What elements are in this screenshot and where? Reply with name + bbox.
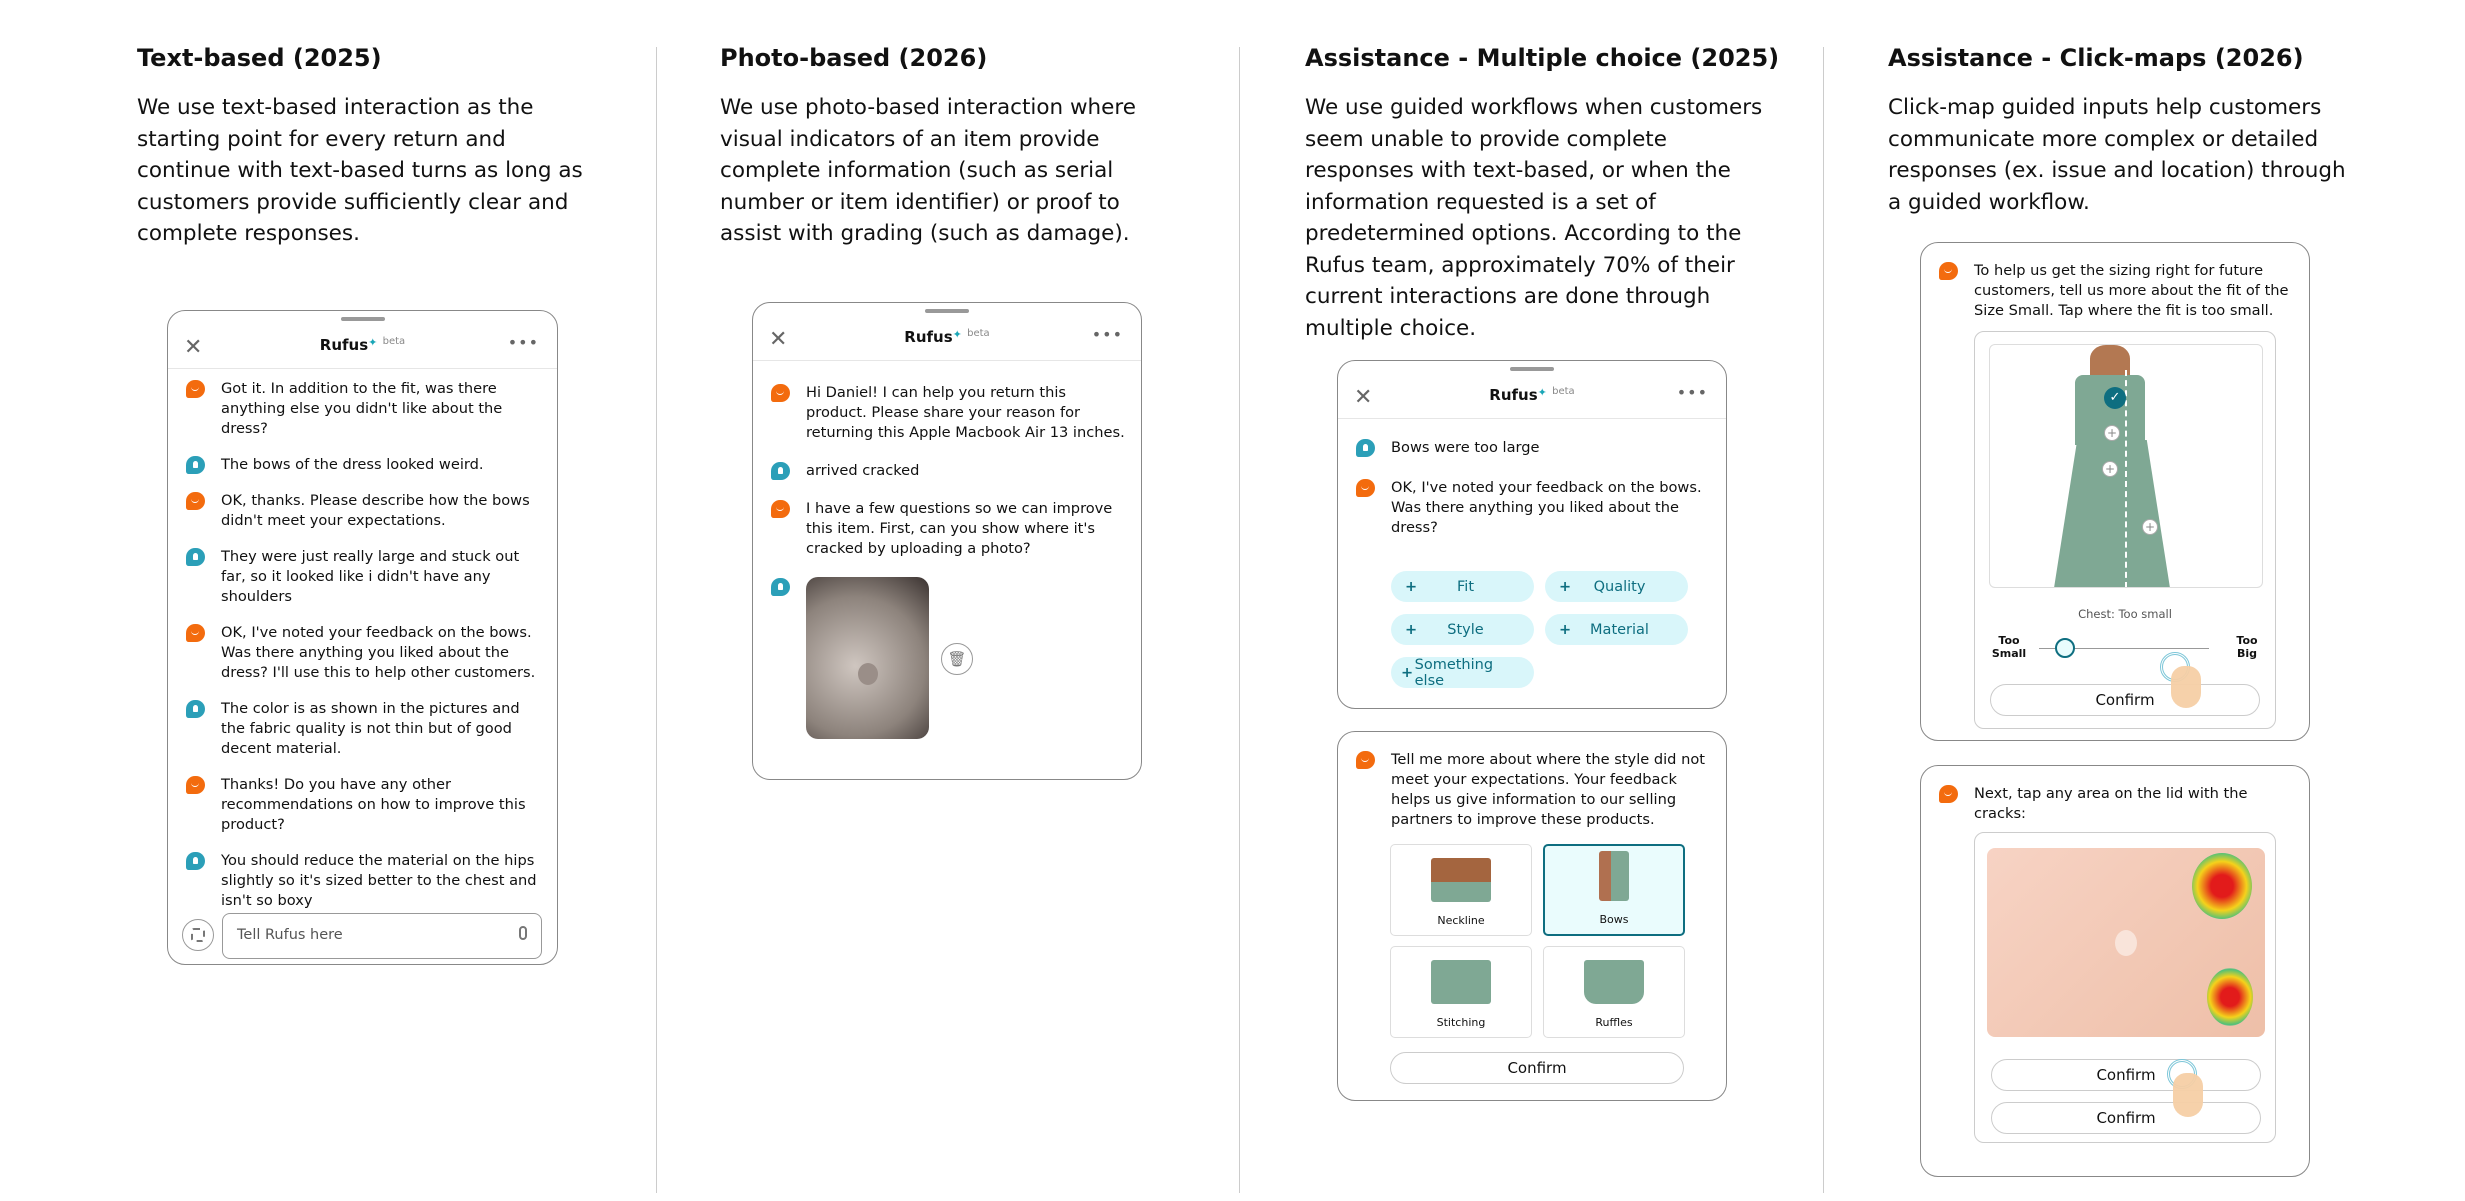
user-avatar-icon xyxy=(186,700,205,718)
rufus-avatar-icon xyxy=(1356,479,1375,497)
drag-handle[interactable] xyxy=(925,309,969,313)
laptop-lid-heatmap[interactable] xyxy=(1987,848,2265,1037)
beta-label: beta xyxy=(1552,386,1575,397)
divider xyxy=(1823,47,1824,1193)
plus-icon: + xyxy=(1401,664,1414,681)
divider xyxy=(656,47,657,1193)
hand-pointer-icon xyxy=(2173,1073,2203,1117)
close-icon[interactable]: ✕ xyxy=(769,327,788,352)
hand-pointer-icon xyxy=(2171,666,2201,708)
message-text: The color is as shown in the pictures and the fabric quality is not thin but of good decent material. xyxy=(221,700,520,757)
column-body-photo-based: We use photo-based interaction where visual indicators of an item provide complete information (such as serial number or item identifier) or proof to assist with grading (such as damage). xyxy=(720,95,1136,246)
apple-logo-icon xyxy=(858,663,878,685)
beta-label: beta xyxy=(967,328,990,339)
drag-handle[interactable] xyxy=(341,317,385,321)
user-avatar-icon xyxy=(186,548,205,566)
rufus-avatar-icon xyxy=(771,384,790,402)
more-icon[interactable]: ••• xyxy=(1676,383,1708,402)
chat-message xyxy=(771,461,1127,481)
sparkle-icon: ✦ xyxy=(368,336,378,349)
rufus-avatar-icon xyxy=(186,776,205,794)
uploaded-laptop-photo xyxy=(806,577,929,739)
checkmark-icon[interactable]: ✓ xyxy=(2104,387,2126,409)
close-icon[interactable]: ✕ xyxy=(1354,385,1373,410)
chat-message xyxy=(1356,750,1712,830)
rufus-avatar-icon xyxy=(186,380,205,398)
plus-icon: + xyxy=(1405,621,1418,638)
close-icon[interactable]: ✕ xyxy=(184,335,203,360)
tile-label: Ruffles xyxy=(1595,1016,1633,1029)
chat-message xyxy=(186,491,543,531)
crack-clickmap-card xyxy=(1920,765,2310,1177)
neckline-image xyxy=(1431,858,1491,902)
chat-message xyxy=(186,623,543,683)
chip-label: Fit xyxy=(1457,578,1474,595)
plus-icon: + xyxy=(1559,578,1572,595)
column-heading-multiple-choice: Assistance - Multiple choice (2025) xyxy=(1305,44,1780,72)
chip-style[interactable] xyxy=(1391,614,1534,645)
sizing-clickmap-card xyxy=(1920,242,2310,741)
user-avatar-icon xyxy=(771,578,790,596)
plus-icon: + xyxy=(1405,578,1418,595)
user-avatar-icon xyxy=(1356,439,1375,457)
user-avatar-icon xyxy=(186,456,205,474)
chat-message xyxy=(771,577,1127,739)
chip-fit[interactable] xyxy=(1391,571,1534,602)
message-list xyxy=(1356,750,1712,830)
add-point-icon[interactable]: + xyxy=(2102,461,2118,477)
column-body-multiple-choice: We use guided workflows when customers seem unable to provide complete responses with text-based, or when the information requested is a set of predetermined options. According to the Rufus team, approximately 70% of their current interactions are done through multiple choice. xyxy=(1305,95,1763,341)
apple-logo-icon xyxy=(2115,930,2137,956)
message-text: Hi Daniel! I can help you return this product. Please share your reason for returning this Apple Macbook Air 13 inches. xyxy=(806,384,1125,441)
chip-label: Something else xyxy=(1414,656,1494,689)
message-text: To help us get the sizing right for future customers, tell us more about the fit of the Size Small. Tap where the fit is too small. xyxy=(1974,262,2289,319)
clickmap-panel xyxy=(1974,832,2276,1143)
chat-message xyxy=(1939,784,2249,824)
user-avatar-icon xyxy=(771,462,790,480)
chat-message xyxy=(186,455,543,475)
chip-material[interactable] xyxy=(1545,614,1688,645)
chat-message xyxy=(1939,261,2295,321)
rufus-avatar-icon xyxy=(1939,785,1958,803)
slider-thumb[interactable] xyxy=(2055,638,2075,658)
chat-message xyxy=(186,851,543,911)
confirm-button[interactable]: Confirm xyxy=(1390,1052,1684,1084)
tile-label: Neckline xyxy=(1437,914,1485,927)
rufus-avatar-icon xyxy=(186,492,205,510)
column-body-text-based: We use text-based interaction as the starting point for every return and continue with text-based turns as long as customers provide sufficiently clear and complete responses. xyxy=(137,95,583,246)
confirm-button[interactable]: Confirm xyxy=(1991,1059,2261,1091)
tile-label: Bows xyxy=(1599,913,1629,926)
rufus-avatar-icon xyxy=(771,500,790,518)
title-text: Rufus xyxy=(319,336,369,354)
sparkle-icon: ✦ xyxy=(952,328,962,341)
divider xyxy=(1239,47,1240,1193)
heatmap-hotspot xyxy=(2207,968,2253,1026)
tile-ruffles[interactable] xyxy=(1543,946,1685,1038)
choice-chips xyxy=(1391,571,1688,688)
column-heading-photo-based: Photo-based (2026) xyxy=(720,44,988,72)
style-feedback-card xyxy=(1337,731,1727,1101)
chat-message xyxy=(186,699,543,759)
chat-header xyxy=(1338,379,1726,419)
fit-slider[interactable] xyxy=(2039,648,2209,649)
chat-title xyxy=(753,328,1141,346)
ruffles-image xyxy=(1584,960,1644,1004)
chip-label: Style xyxy=(1447,621,1484,638)
slider-min-label: Too Small xyxy=(1991,634,2027,660)
heatmap-hotspot xyxy=(2192,853,2252,919)
chat-message xyxy=(1356,438,1712,458)
message-list xyxy=(1356,438,1712,538)
chip-label: Material xyxy=(1590,621,1649,638)
chat-message xyxy=(771,383,1127,443)
rufus-avatar-icon xyxy=(186,624,205,642)
title-text: Rufus xyxy=(1489,386,1538,404)
add-point-icon[interactable]: + xyxy=(2104,425,2120,441)
scan-icon xyxy=(191,928,205,942)
slider-max-label: Too Big xyxy=(2236,634,2258,660)
chat-message xyxy=(771,499,1127,559)
bows-image xyxy=(1599,851,1629,901)
chat-title xyxy=(1338,386,1726,404)
message-list xyxy=(1939,261,2295,321)
chat-message xyxy=(186,775,543,835)
chat-header xyxy=(753,321,1141,361)
chat-title xyxy=(168,336,557,354)
confirm-button[interactable]: Confirm xyxy=(1990,684,2260,716)
beta-label: beta xyxy=(382,336,406,347)
trash-icon[interactable]: 🗑 xyxy=(941,643,973,675)
rufus-chat-multiple-choice xyxy=(1337,360,1727,709)
tile-stitching[interactable] xyxy=(1390,946,1532,1038)
plus-icon: + xyxy=(1559,621,1572,638)
tile-label: Stitching xyxy=(1436,1016,1486,1029)
message-text: The bows of the dress looked weird. xyxy=(221,456,484,473)
more-icon[interactable]: ••• xyxy=(1091,325,1123,344)
message-text: OK, thanks. Please describe how the bows didn't meet your expectations. xyxy=(221,492,530,529)
sparkle-icon: ✦ xyxy=(1537,386,1547,399)
message-text: Next, tap any area on the lid with the cracks: xyxy=(1974,785,2248,822)
chat-header xyxy=(168,329,557,369)
message-text: Got it. In addition to the fit, was there anything else you didn't like about the dress? xyxy=(221,380,503,437)
chat-message xyxy=(1356,478,1712,538)
add-point-icon[interactable]: + xyxy=(2142,519,2158,535)
chip-label: Quality xyxy=(1593,578,1646,595)
microphone-icon[interactable] xyxy=(519,926,527,940)
rufus-chat-text-based xyxy=(167,310,558,965)
region-label: Chest: Too small xyxy=(2078,607,2172,621)
dress-clickmap[interactable] xyxy=(1989,344,2263,588)
chip-quality[interactable] xyxy=(1545,571,1688,602)
column-body-click-maps: Click-map guided inputs help customers communicate more complex or detailed responses (ex. issue and location) through a guided workflow. xyxy=(1888,95,2346,215)
confirm-button[interactable]: Confirm xyxy=(1991,1102,2261,1134)
tile-neckline[interactable] xyxy=(1390,844,1532,936)
stitching-image xyxy=(1431,960,1491,1004)
chip-something-else[interactable] xyxy=(1391,657,1534,688)
message-text: You should reduce the material on the hips slightly so it's sized better to the chest and isn't so boxy xyxy=(221,852,537,909)
user-avatar-icon xyxy=(186,852,205,870)
rufus-avatar-icon xyxy=(1356,751,1375,769)
model-image xyxy=(2090,345,2130,379)
tile-bows[interactable] xyxy=(1543,844,1685,936)
message-text: Bows were too large xyxy=(1391,439,1540,456)
rufus-avatar-icon xyxy=(1939,262,1958,280)
message-text: Tell me more about where the style did not meet your expectations. Your feedback helps us give information to our selling partners to improve these products. xyxy=(1391,751,1705,828)
message-list xyxy=(186,379,543,911)
message-list xyxy=(771,383,1127,739)
camera-scan-button[interactable] xyxy=(182,919,214,951)
clickmap-panel xyxy=(1974,331,2276,729)
title-text: Rufus xyxy=(904,328,953,346)
column-heading-click-maps: Assistance - Click-maps (2026) xyxy=(1888,44,2304,72)
message-text: OK, I've noted your feedback on the bows. Was there anything you liked about the dress? I'll use this to help other customers. xyxy=(221,624,536,681)
message-text: Thanks! Do you have any other recommendations on how to improve this product? xyxy=(221,776,526,833)
message-text: arrived cracked xyxy=(806,462,920,479)
column-heading-text-based: Text-based (2025) xyxy=(137,44,382,72)
chat-message xyxy=(186,547,543,607)
chat-message xyxy=(186,379,543,439)
rufus-chat-photo-based xyxy=(752,302,1142,780)
message-text: I have a few questions so we can improve this item. First, can you show where it's cracked by uploading a photo? xyxy=(806,500,1113,557)
chat-input[interactable] xyxy=(222,913,542,959)
input-placeholder: Tell Rufus here xyxy=(237,927,343,943)
message-text: They were just really large and stuck out far, so it looked like i didn't have any shoulders xyxy=(221,548,520,605)
message-text: OK, I've noted your feedback on the bows. Was there anything you liked about the dress? xyxy=(1391,479,1702,536)
drag-handle[interactable] xyxy=(1510,367,1554,371)
option-tiles xyxy=(1390,844,1685,1038)
seam-line xyxy=(2125,370,2127,588)
more-icon[interactable]: ••• xyxy=(507,333,539,352)
message-list xyxy=(1939,784,2249,824)
